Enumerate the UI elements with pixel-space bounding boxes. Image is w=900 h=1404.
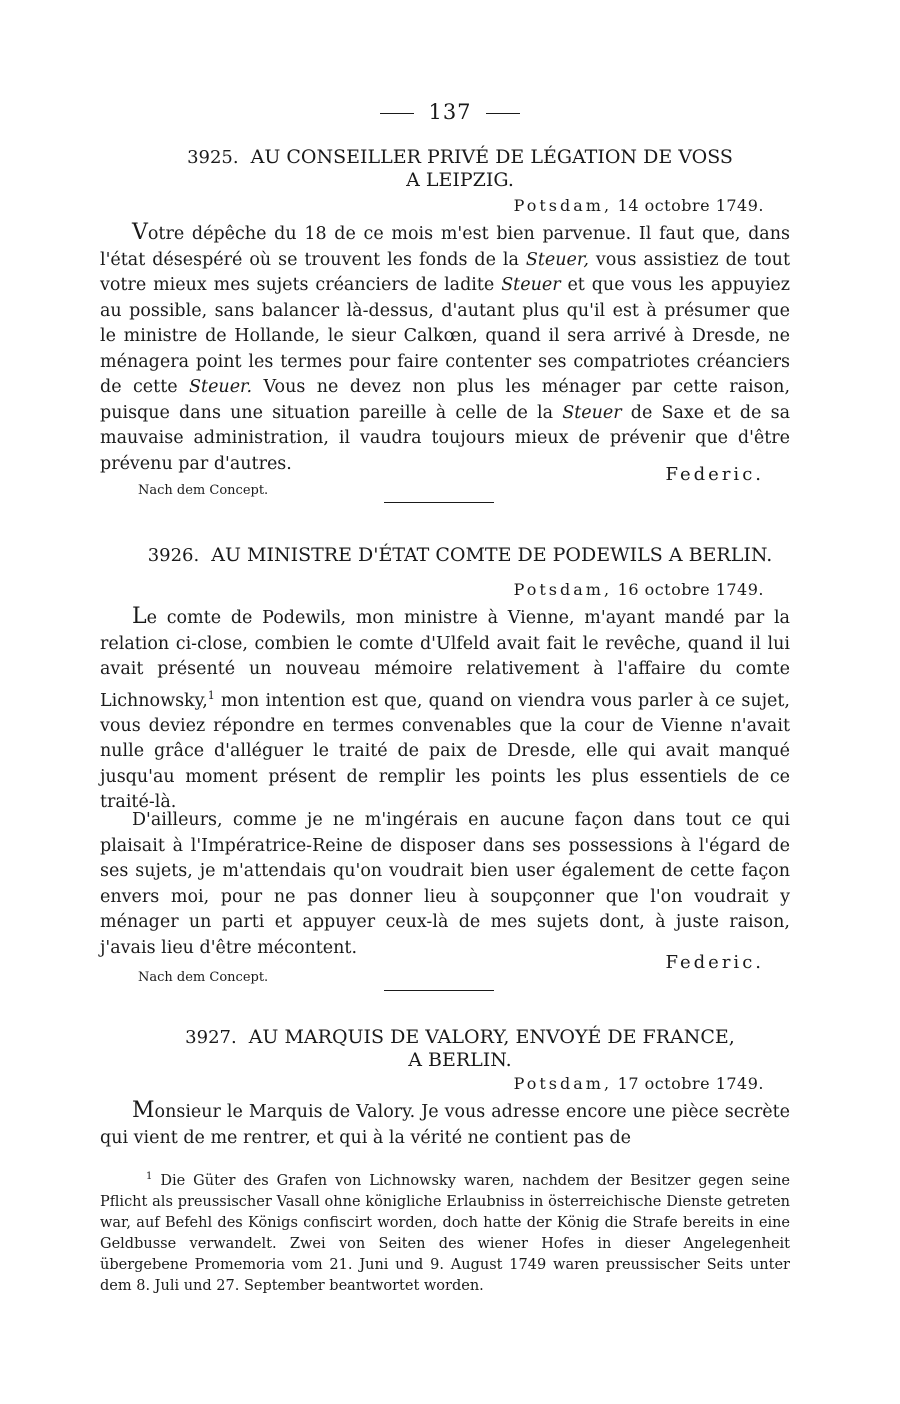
section-3925-dateline (514, 196, 764, 215)
italic-term: Steuer (562, 402, 622, 423)
page-number-dash-left (380, 113, 414, 114)
section-3925-paragraph (100, 220, 790, 477)
text-run: de Saxe et de sa mauvaise administration, il vaudra toujours mieux de prévenir que d'être prévenu par d'autres. (100, 402, 791, 474)
text-run: mon intention est que, quand on viendra vous parler à ce sujet, vous deviez répondre en termes convenables que la cour de Vienne n'avait nulle grâce d'alléguer le traité de paix de Dresde, elle qui avait manqué jusqu'au moment présent de remplir les points les plus essentiels de ce traité-là. (100, 690, 790, 813)
footnote-text: Die Güter des Grafen von Lichnowsky waren, nachdem der Besitzer gegen seine Pflicht als preussischer Vasall ohne königliche Erlaubniss in österreichische Dienste getreten war, auf Befehl des Königs confiscirt worden, doch hatte der König die Strafe bereits in eine Geldbusse verwandelt. Zwei von Seiten des wiener Hofes in dieser Angelegenheit übergebene Promemoria vom 21. Juni und 9. August 1749 waren preussischer Seits unter dem 8. Juli und 27. September beantwortet worden. (100, 1172, 790, 1294)
heading-line: A LEIPZIG. (406, 169, 514, 191)
text-run: otre dépêche du 18 de ce mois m'est bien parvenue. Il faut que, dans l'état désespéré où se trouvent les fonds de la (100, 224, 790, 270)
page-number-text: 137 (428, 100, 472, 124)
dateline-place: Potsdam, (513, 580, 613, 599)
section-3926-signature: Federic. (665, 952, 764, 973)
dateline-date: 14 octobre 1749. (617, 196, 764, 215)
section-3926-dateline (514, 580, 764, 599)
heading-line: AU MINISTRE D'ÉTAT COMTE DE PODEWILS A BERLIN. (211, 544, 773, 566)
italic-term: Steuer, (525, 249, 589, 270)
footnote-ref: 1 (207, 688, 215, 702)
section-3926-paragraph-2: D'ailleurs, comme je ne m'ingérais en aucune façon dans tout ce qui plaisait à l'Impératrice-Reine de disposer dans ses possessions à l'égard de ses sujets, je m'attendais qu'on voudrait bien user également de cette façon envers moi, pour ne pas donner lieu à soupçonner que l'on voudrait y ménager un parti et appuyer ceux-là de mes sujets dont, à juste raison, j'avais lieu d'être mécontent. (100, 810, 790, 958)
drop-initial: V (132, 220, 148, 245)
section-divider (384, 990, 494, 991)
section-3927-dateline (514, 1074, 764, 1093)
dateline-place: Potsdam, (513, 196, 613, 215)
section-3926-paragraph-1 (100, 604, 790, 816)
dateline-date: 16 octobre 1749. (617, 580, 764, 599)
text-run: Vous ne devez non plus les ménager par cette raison, puisque dans une situation pareille à celle de la (100, 377, 791, 423)
section-3927-heading (100, 1026, 820, 1071)
text-run: onsieur le Marquis de Valory. Je vous adresse encore une pièce secrète qui vient de me rentrer, et qui à la vérité ne contient pas de (100, 1102, 790, 1148)
dateline-place: Potsdam, (513, 1074, 613, 1093)
section-3925-heading (100, 146, 820, 191)
section-number: 3926. (147, 545, 200, 566)
text-run: vous assistiez de tout votre mieux mes sujets créanciers de ladite (100, 249, 790, 295)
footnote-marker: 1 (146, 1171, 153, 1182)
section-divider (384, 502, 494, 503)
drop-initial: L (132, 604, 147, 629)
heading-line: A BERLIN. (408, 1049, 512, 1071)
drop-initial: M (132, 1098, 155, 1123)
text-run: e comte de Podewils, mon ministre à Vienne, m'ayant mandé par la relation ci-close, combien le comte d'Ulfeld avait fait le revêche, quand il lui avait présenté un nouveau mémoire relativement à l'affaire du comte Lichnowsky, (100, 608, 790, 711)
italic-term: Steuer (501, 275, 561, 295)
text-run: et que vous les appuyiez au possible, sans balancer là-dessus, d'autant plus qu'il est à présumer que le ministre de Hollande, le sieur Calkœn, quand il sera arrivé à Dresde, ne ménagera point les termes pour faire contenter ses compatriotes créanciers de cette (100, 275, 791, 397)
footnote (100, 1166, 790, 1297)
section-number: 3927. (185, 1027, 237, 1048)
dateline-date: 17 octobre 1749. (617, 1074, 764, 1093)
section-3927-paragraph-1 (100, 1098, 790, 1151)
section-3925-source: Nach dem Concept. (138, 483, 269, 498)
section-number: 3925. (187, 147, 239, 168)
heading-line: AU MARQUIS DE VALORY, ENVOYÉ DE FRANCE, (248, 1026, 735, 1048)
page-number (0, 100, 900, 124)
section-3926-source: Nach dem Concept. (138, 970, 269, 985)
section-3926-heading (100, 544, 820, 567)
page-number-dash-right (486, 113, 520, 114)
italic-term: Steuer. (189, 377, 253, 397)
section-3925-signature: Federic. (665, 464, 764, 485)
heading-line: AU CONSEILLER PRIVÉ DE LÉGATION DE VOSS (250, 146, 733, 168)
